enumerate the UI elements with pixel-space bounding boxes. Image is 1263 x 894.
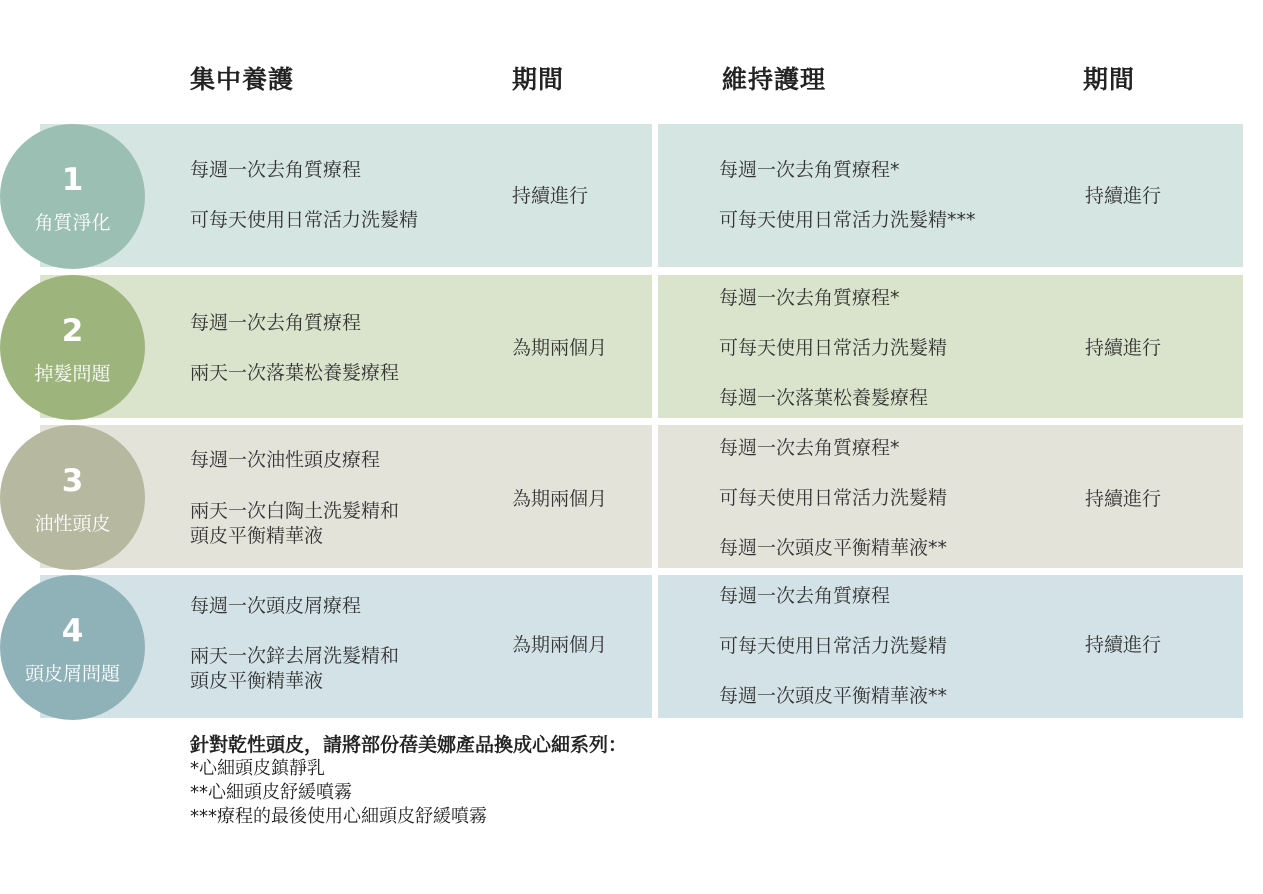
row-1-period: 持續進行: [512, 185, 589, 207]
row-3-maint-2: 可每天使用日常活力洗髮精: [719, 487, 948, 509]
row-3-maint-1: 每週一次去角質療程*: [719, 437, 900, 459]
row-3-label: 油性頭皮: [34, 513, 111, 535]
header-period: 期間: [512, 65, 565, 94]
row-4-maint-1: 每週一次去角質療程: [719, 585, 891, 607]
row-2-label: 掉髮問題: [34, 363, 111, 385]
footnotes: [190, 733, 627, 829]
row-3-number: 3: [61, 463, 84, 499]
header-maintenance-period: 期間: [1083, 65, 1136, 94]
footnote-title: 針對乾性頭皮，請將部份蓓美娜產品換成心細系列：: [190, 734, 628, 756]
row-3-badge: [0, 425, 145, 570]
header-maintenance: 維持護理: [722, 65, 827, 94]
row-1-maint-1: 每週一次去角質療程*: [719, 159, 900, 181]
row-1-intensive-1: 每週一次去角質療程: [190, 159, 362, 181]
row-2-maint-1: 每週一次去角質療程*: [719, 287, 900, 309]
row-4-intensive-2: 兩天一次鋅去屑洗髮精和: [190, 645, 400, 667]
row-1-number: 1: [61, 162, 84, 198]
footnote-1: *心細頭皮鎮靜乳: [190, 758, 325, 779]
row-1-maint-period: 持續進行: [1085, 185, 1162, 207]
row-3-intensive-2: 兩天一次白陶土洗髮精和: [190, 500, 400, 522]
row-1-intensive-2: 可每天使用日常活力洗髮精: [190, 209, 419, 231]
row-2-intensive-1: 每週一次去角質療程: [190, 312, 362, 334]
row-4-intensive-3: 頭皮平衡精華液: [190, 670, 324, 692]
row-1-label: 角質淨化: [34, 212, 111, 234]
row-2-maint-3: 每週一次落葉松養髮療程: [719, 387, 929, 409]
row-2-maint-2: 可每天使用日常活力洗髮精: [719, 337, 948, 359]
footnote-2: **心細頭皮舒緩噴霧: [190, 782, 352, 803]
row-1-maint-2: 可每天使用日常活力洗髮精***: [719, 209, 976, 231]
row-2-period: 為期兩個月: [512, 337, 608, 359]
row-2-number: 2: [61, 313, 84, 349]
row-4-maint-3: 每週一次頭皮平衡精華液**: [719, 685, 948, 707]
row-3-maint-3: 每週一次頭皮平衡精華液**: [719, 537, 948, 559]
row-4-intensive-1: 每週一次頭皮屑療程: [190, 595, 362, 617]
row-4-maint-period: 持續進行: [1085, 634, 1162, 656]
row-3-intensive-1: 每週一次油性頭皮療程: [190, 449, 381, 471]
row-2-intensive-2: 兩天一次落葉松養髮療程: [190, 362, 400, 384]
row-2-badge: [0, 275, 145, 420]
row-4-label: 頭皮屑問題: [24, 663, 120, 685]
row-3-intensive-3: 頭皮平衡精華液: [190, 525, 324, 547]
row-4-maint-2: 可每天使用日常活力洗髮精: [719, 635, 948, 657]
row-4-badge: [0, 575, 145, 720]
row-1-badge: [0, 124, 145, 269]
row-3-period: 為期兩個月: [512, 488, 608, 510]
row-3-maint-period: 持續進行: [1085, 488, 1162, 510]
row-4-period: 為期兩個月: [512, 634, 608, 656]
row-2-maint-period: 持續進行: [1085, 337, 1162, 359]
row-4-number: 4: [61, 613, 84, 649]
header-intensive: 集中養護: [190, 65, 295, 94]
footnote-3: ***療程的最後使用心細頭皮舒緩噴霧: [190, 806, 487, 827]
